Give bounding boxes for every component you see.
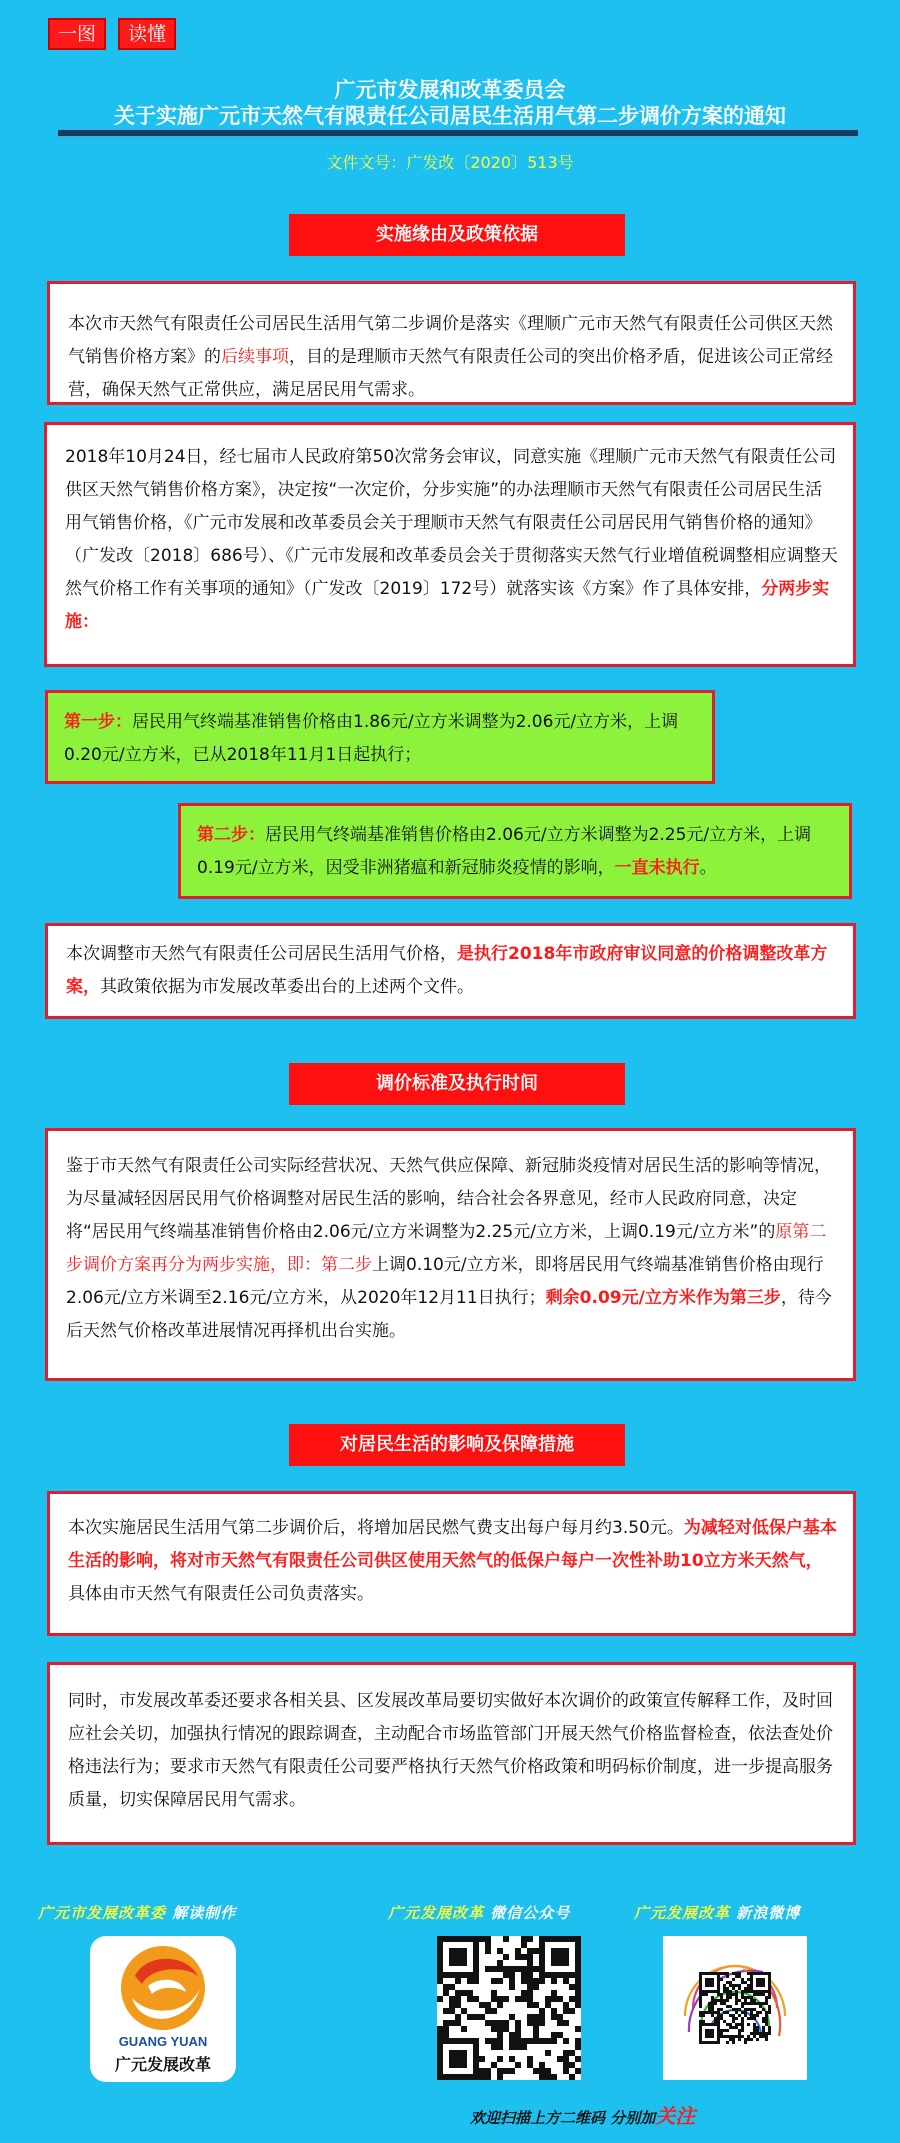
text: 微信公众号	[490, 1904, 571, 1922]
issuer-title: 广元市发展和改革委员会	[334, 78, 566, 102]
text: 本次调整市天然气有限责任公司居民生活用气价格，	[66, 944, 457, 964]
step-one-label: 第一步：	[64, 712, 132, 732]
text: 上调0.10元/立方米，即将居民用气终端基准销售价格由现行2.06元/立方米调至2.16元/立方米，从2020年12月11日执行；	[66, 1255, 824, 1308]
step-two-label: 第二步：	[197, 825, 265, 845]
notice-title: 关于实施广元市天然气有限责任公司居民生活用气第二步调价方案的通知	[114, 104, 786, 128]
footer-label-weibo	[634, 1902, 800, 1923]
text: ，目的是理顺市天然气有限责任公司的突出价格矛盾，促进该公司正常经营，确保天然气正常供应，满足居民用气需求。	[68, 347, 833, 400]
paragraph-impact	[47, 1491, 856, 1636]
section-heading-impact: 对居民生活的影响及保障措施	[289, 1424, 625, 1466]
section-heading-standard: 调价标准及执行时间	[289, 1063, 625, 1105]
qr-code-icon	[437, 1936, 581, 2080]
text: 新浪微博	[736, 1904, 801, 1922]
document-number: 文件文号：广发改〔2020〕513号	[326, 153, 574, 172]
text: 2018年10月24日，经七届市人民政府第50次常务会审议，同意实施《理顺广元市天然气有限责任公司供区天然气销售价格方案》，决定按“一次定价，分步实施”的办法理顺市天然气有限责任公司居民生活用气销售价格，《广元市发展和改革委员会关于理顺市天然气有限责任公司居民用气销售价格的通知》（广发改〔2018〕686号）、《广元市发展和改革委员会关于贯彻落实天然气行业增值税调整相应调整天然气价格工作有关事项的通知》（广发改〔2019〕172号）就落实该《方案》作了具体安排，	[65, 447, 838, 599]
highlight-reform-plan: 是执行2018年市政府审议同意的价格调整改革方案，	[66, 944, 828, 997]
qr-code-icon	[699, 1972, 771, 2044]
text: 具体由市天然气有限责任公司负责落实。	[68, 1584, 374, 1604]
weibo-qr-code[interactable]	[663, 1936, 807, 2080]
logo-english: GUANG YUAN	[118, 2034, 208, 2049]
text: 广元发展改革	[388, 1904, 485, 1922]
step-one-box	[45, 690, 715, 784]
scan-prompt	[470, 2100, 695, 2129]
logo-chinese: 广元发展改革	[114, 2055, 211, 2074]
wechat-qr-code[interactable]	[437, 1936, 581, 2080]
follow-text: 关注	[655, 2104, 696, 2128]
text: 鉴于市天然气有限责任公司实际经营状况、天然气供应保障、新冠肺炎疫情对居民生活的影响等情况，为尽量减轻因居民用气价格调整对居民生活的影响，结合社会各界意见，经市人民政府同意，决定将“居民用气终端基准销售价格由2.06元/立方米调整为2.25元/立方米，上调0.19元/立方米”的	[66, 1156, 831, 1242]
tag-one-picture[interactable]: 一图	[48, 18, 106, 50]
text: 同时，市发展改革委还要求各相关县、区发展改革局要切实做好本次调价的政策宣传解释工作，及时回应社会关切，加强执行情况的跟踪调查，主动配合市场监管部门开展天然气价格监督检查，依法查处价格违法行为；要求市天然气有限责任公司要严格执行天然气价格政策和明码标价制度，进一步提高服务质量，切实保障居民用气需求。	[68, 1691, 833, 1810]
highlight-third-step: 剩余0.09元/立方米作为第三步	[545, 1288, 781, 1308]
paragraph-policy-basis	[45, 923, 856, 1019]
paragraph-adjustment	[45, 1128, 856, 1381]
step-two-box	[178, 803, 852, 899]
text: 解读制作	[172, 1904, 237, 1922]
guangyuan-logo	[90, 1936, 236, 2082]
section-heading-basis: 实施缘由及政策依据	[289, 214, 625, 256]
paragraph-purpose	[47, 281, 856, 405]
highlight-not-executed: 一直未执行	[614, 858, 700, 878]
paragraph-history	[44, 422, 856, 667]
highlight-follow-up: 后续事项	[221, 347, 289, 367]
step-two-text: 居民用气终端基准销售价格由2.06元/立方米调整为2.25元/立方米，上调0.19元/立方米，因受非洲猪瘟和新冠肺炎疫情的影响，	[197, 825, 812, 878]
text: 广元市发展改革委	[38, 1904, 167, 1922]
text: 其政策依据为市发展改革委出台的上述两个文件。	[100, 977, 474, 997]
text: 本次实施居民生活用气第二步调价后，将增加居民燃气费支出每户每月约3.50元。	[68, 1518, 684, 1538]
paragraph-supervision	[47, 1662, 856, 1845]
footer-label-wechat	[388, 1902, 570, 1923]
highlight-split-plan: 原第二步调价方案再分为两步实施，即：第二步	[66, 1222, 827, 1275]
highlight-subsidy: 为减轻对低保户基本生活的影响，将对市天然气有限责任公司供区使用天然气的低保户每户一次性补助10立方米天然气，	[68, 1518, 837, 1571]
text: 本次市天然气有限责任公司居民生活用气第二步调价是落实《理顺广元市天然气有限责任公司供区天然气销售价格方案》的	[68, 314, 833, 367]
text: 欢迎扫描上方二维码 分别加	[470, 2109, 656, 2127]
text: ，待今后天然气价格改革进展情况再择机出台实施。	[66, 1288, 832, 1341]
text: 。	[699, 858, 717, 878]
footer-label-producer	[38, 1902, 236, 1923]
tag-understand[interactable]: 读懂	[118, 18, 176, 50]
title-divider	[58, 130, 858, 136]
text: 广元发展改革	[634, 1904, 731, 1922]
step-one-text: 居民用气终端基准销售价格由1.86元/立方米调整为2.06元/立方米，上调0.20元/立方米，已从2018年11月1日起执行；	[64, 712, 679, 765]
highlight-two-steps: 分两步实施：	[65, 579, 830, 632]
